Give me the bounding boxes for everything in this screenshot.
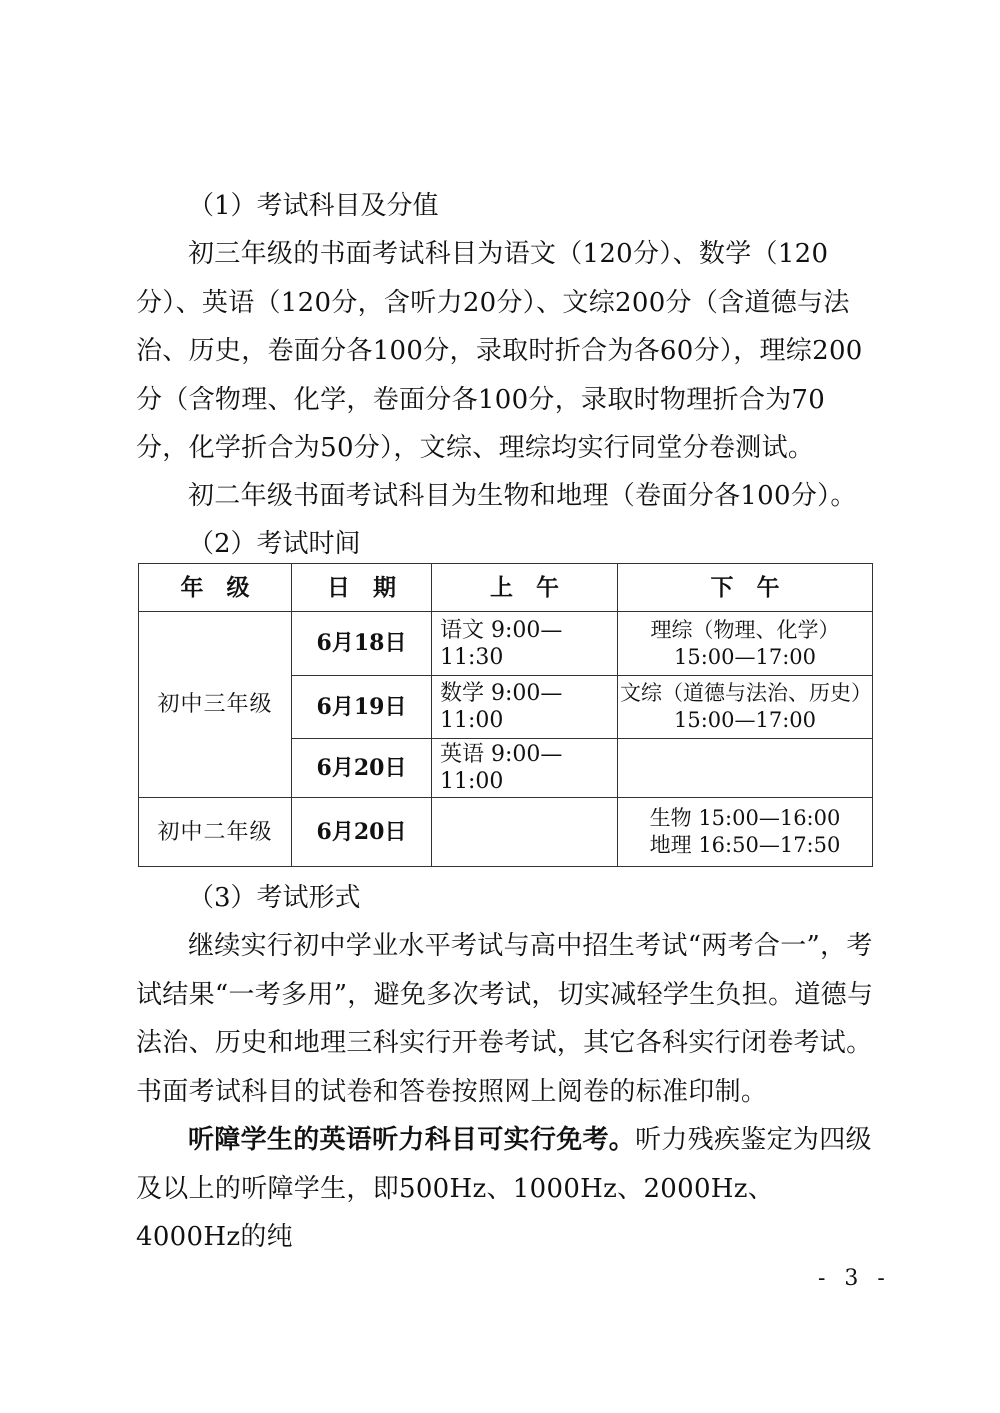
morning-cell: 英语 9:00—11:00	[432, 739, 618, 798]
date-cell: 6月20日	[292, 798, 432, 867]
hearing-exemption-text: 听力残疾鉴定为四级及以上的听障学生，即500Hz、1000Hz、2000Hz、4000Hz的纯	[136, 1125, 872, 1252]
afternoon-subject: 生物 15:00—16:00	[649, 806, 841, 830]
afternoon-cell	[618, 612, 873, 676]
section3-paragraph-hearing	[136, 1116, 876, 1262]
morning-cell: 语文 9:00—11:30	[432, 612, 618, 676]
section1-paragraph-subjects: 初三年级的书面考试科目为语文（120分）、数学（120分）、英语（120分，含听力20分）、文综200分（含道德与法治、历史，卷面分各100分，录取时折合为各60分），理综200分（含物理、化学，卷面分各100分，录取时物理折合为70分，化学折合为50分），文综、理综均实行同堂分卷测试。	[136, 239, 863, 463]
morning-cell: 数学 9:00—11:00	[432, 676, 618, 739]
section3-paragraph-format: 继续实行初中学业水平考试与高中招生考试“两考合一”，考试结果“一考多用”，避免多次考试，切实减轻学生负担。道德与法治、历史和地理三科实行开卷考试，其它各科实行闭卷考试。书面考试科目的试卷和答卷按照网上阅卷的标准印制。	[136, 931, 874, 1107]
afternoon-subject: 理综（物理、化学）	[650, 617, 840, 642]
section2-heading: （2）考试时间	[188, 529, 361, 559]
afternoon-time: 地理 16:50—17:50	[649, 833, 841, 857]
header-morning: 上 午	[432, 564, 618, 612]
afternoon-cell	[618, 798, 873, 867]
grade-cell-junior3: 初中三年级	[139, 612, 292, 798]
header-grade: 年 级	[139, 564, 292, 612]
afternoon-time: 15:00—17:00	[673, 644, 817, 669]
date-cell: 6月18日	[292, 612, 432, 676]
table-row	[139, 798, 873, 867]
table-row	[139, 612, 873, 676]
date-cell: 6月20日	[292, 739, 432, 798]
morning-cell	[432, 798, 618, 867]
header-afternoon: 下 午	[618, 564, 873, 612]
date-cell: 6月19日	[292, 676, 432, 739]
section3-heading: （3）考试形式	[188, 883, 361, 913]
hearing-exemption-emphasis: 听障学生的英语听力科目可实行免考。	[188, 1125, 636, 1155]
section1-paragraph-grade2: 初二年级书面考试科目为生物和地理（卷面分各100分）。	[188, 481, 857, 511]
afternoon-subject: 文综（道德与法治、历史）	[620, 681, 872, 705]
page-number: - 3 -	[818, 1266, 891, 1291]
afternoon-time: 15:00—17:00	[673, 708, 817, 732]
header-date: 日 期	[292, 564, 432, 612]
table-header-row	[139, 564, 873, 612]
afternoon-cell	[618, 676, 873, 739]
afternoon-cell	[618, 739, 873, 798]
grade-cell-junior2: 初中二年级	[139, 798, 292, 867]
section1-heading: （1）考试科目及分值	[188, 191, 439, 221]
exam-schedule-table	[138, 563, 873, 867]
